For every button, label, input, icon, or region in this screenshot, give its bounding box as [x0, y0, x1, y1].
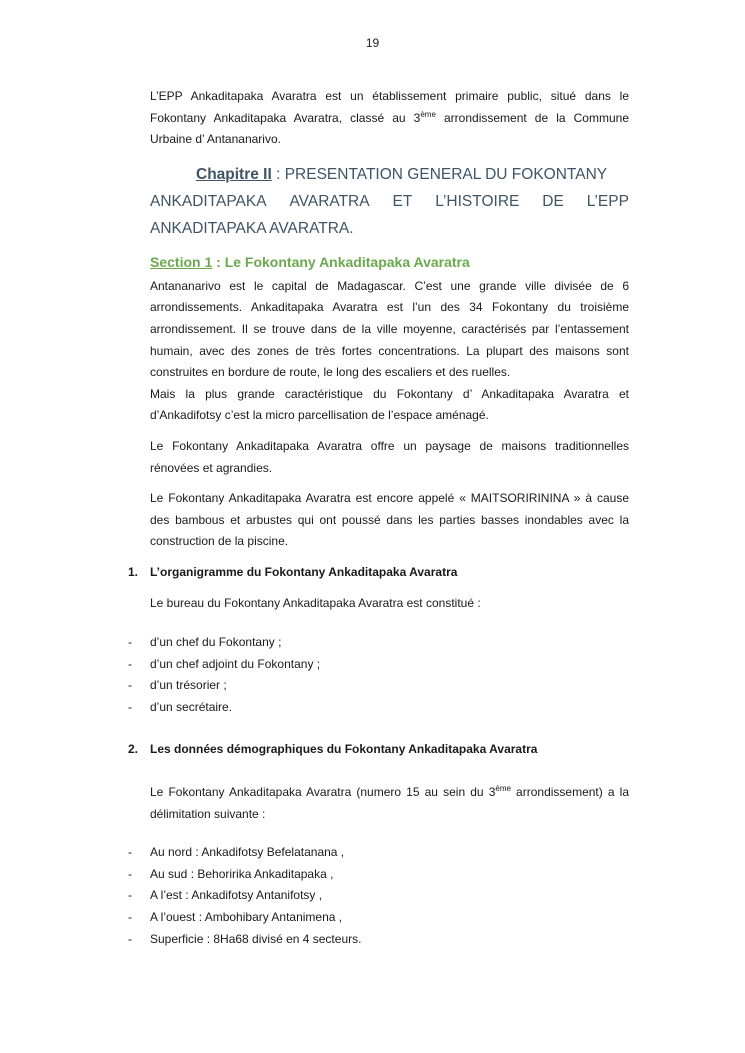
item-1-number: 1. — [128, 564, 139, 579]
item-2-heading: 2. Les données démographiques du Fokontany Ankaditapaka Avaratra — [150, 739, 629, 761]
list-item: - d’un chef du Fokontany ; — [128, 635, 282, 650]
chapter-title-line-1: PRESENTATION GENERAL DU FOKONTANY — [284, 165, 608, 183]
chapter-heading: Chapitre II : PRESENTATION GENERAL DU FOKONTANY ANKADITAPAKA AVARATRA ET L’HISTOIRE DE L’EPP ANKADITAPAKA AVARATRA. — [150, 161, 629, 242]
list-item: - Au nord : Ankadifotsy Befelatanana , — [128, 845, 345, 860]
item-1-heading: 1. L’organigramme du Fokontany Ankaditapaka Avaratra — [150, 562, 629, 584]
intro-paragraph: L’EPP Ankaditapaka Avaratra est un établissement primaire public, situé dans le Fokontany Ankaditapaka Avaratra, classé au 3ème arrondissement de la Commune Urbaine d’ Antananarivo. — [150, 89, 629, 147]
list-item: - Au sud : Behoririka Ankaditapaka , — [128, 866, 334, 881]
item-2-intro: Le Fokontany Ankaditapaka Avaratra (numero 15 au sein du 3ème arrondissement) a la délimitation suivante : — [150, 784, 629, 821]
page-number: 19 — [365, 36, 380, 50]
section-paragraph-4: Le Fokontany Ankaditapaka Avaratra est encore appelé « MAITSORIRININA » à cause des bambous et arbustes qui ont poussé dans les parties basses inondables avec la construction de la piscine. — [150, 491, 629, 549]
list-item: - d’un secrétaire. — [128, 699, 233, 714]
list-item: - A l’ouest : Ambohibary Antanimena , — [128, 910, 343, 925]
chapter-title-line-2: ANKADITAPAKA AVARATRA ET L’HISTOIRE DE L’EPP — [150, 192, 629, 210]
section-paragraph-3: Le Fokontany Ankaditapaka Avaratra offre un paysage de maisons traditionnelles rénovées et agrandies. — [150, 438, 629, 475]
section-paragraph-2: Mais la plus grande caractéristique du Fokontany d’ Ankaditapaka Avaratra et d’Ankadifotsy c’est la micro parcellisation de l’espace aménagé. — [150, 386, 629, 423]
list-item: - d’un trésorier ; — [128, 678, 227, 693]
item-2-list — [128, 842, 629, 950]
section-paragraph-1: Antananarivo est le capital de Madagascar. C’est une grande ville divisée de 6 arrondissements. Ankaditapaka Avaratra est l’un des 34 Fokontany du troisième arrondissement. Il se trouve dans de la ville moyenne, caractérisés par l’entassement humain, avec des zones de très fortes concentrations. La plupart des maisons sont construites en bordure de route, le long des escaliers et des ruelles. — [150, 278, 629, 380]
list-item: - Superficie : 8Ha68 divisé en 4 secteurs. — [128, 931, 362, 946]
page-body — [128, 86, 629, 950]
chapter-label: Chapitre II — [196, 165, 272, 183]
item-1-list — [128, 632, 629, 718]
chapter-title-line-3: ANKADITAPAKA AVARATRA. — [150, 219, 354, 237]
section-label: Section 1 — [150, 253, 213, 270]
section-1-heading: Section 1 : Le Fokontany Ankaditapaka Avaratra — [150, 253, 470, 270]
list-item: - A l’est : Ankadifotsy Antanifotsy , — [128, 888, 323, 903]
list-item: - d’un chef adjoint du Fokontany ; — [128, 656, 321, 671]
item-1-intro: Le bureau du Fokontany Ankaditapaka Avaratra est constitué : — [150, 595, 481, 610]
item-2-number: 2. — [128, 742, 139, 757]
